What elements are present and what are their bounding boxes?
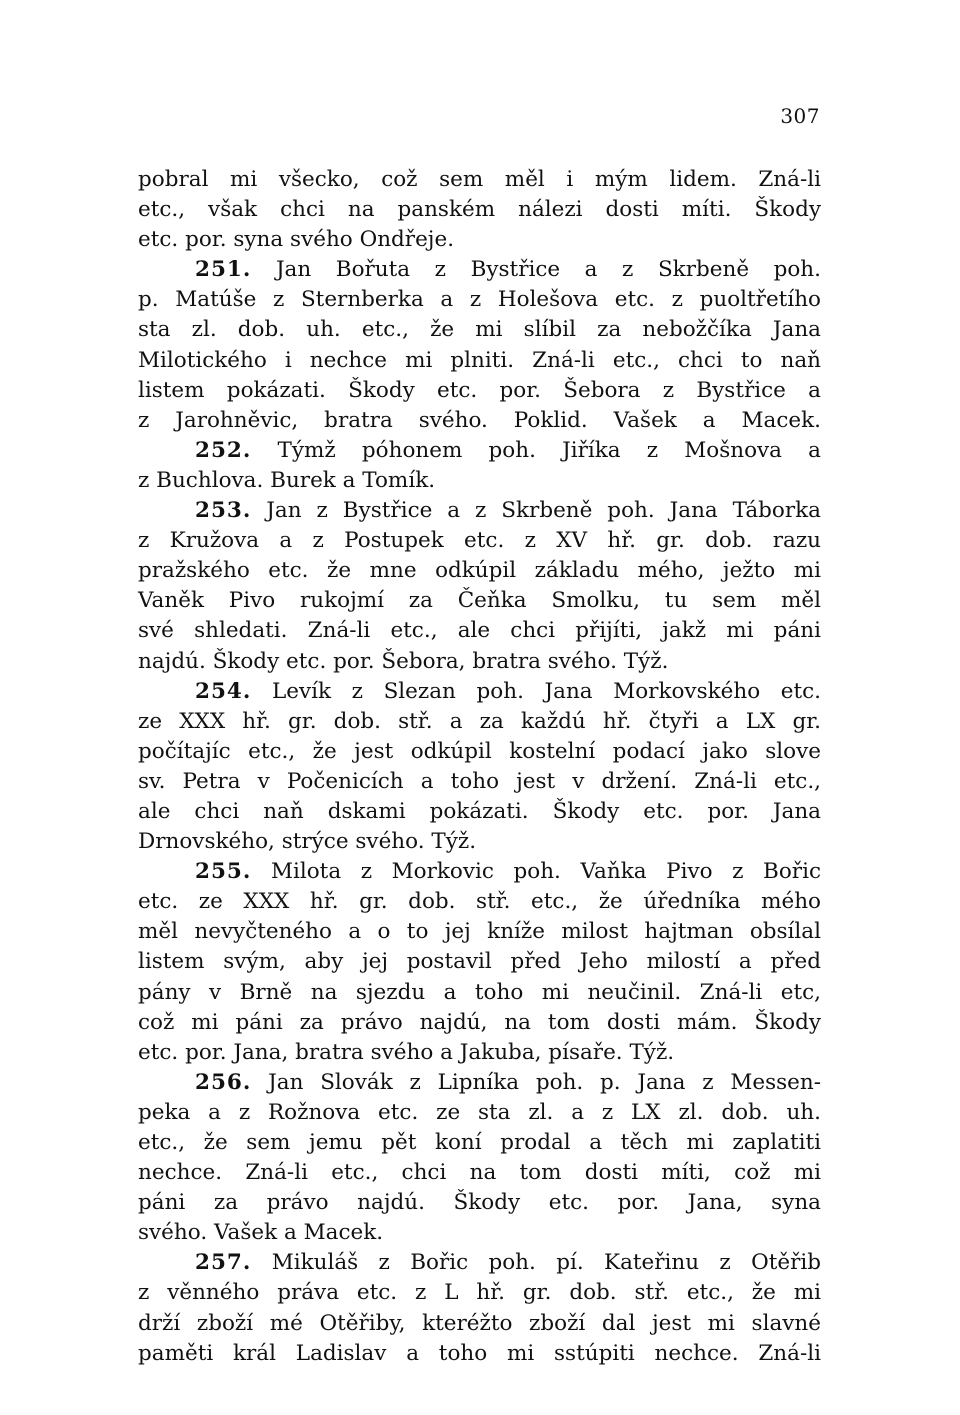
text-line [138,225,821,255]
text-line [138,737,821,767]
entry-number: 255. [195,859,252,885]
entry-number: 251. [195,257,252,283]
text-line [138,376,821,406]
line-text: své shledati. Zná-li etc., ale chci přijíti, jakž mi páni [138,618,821,644]
line-text: etc., že sem jemu pět koní prodal a těch mi zaplatiti [138,1130,821,1155]
line-text: etc., však chci na panském nálezi dosti míti. Škody [138,197,821,223]
text-line [138,1098,821,1128]
line-text: z věnného práva etc. z L hř. gr. dob. stř. etc., že mi [138,1280,821,1306]
line-text: páni za právo najdú. Škody etc. por. Jana, syna [138,1190,821,1216]
line-text: paměti král Ladislav a toho mi sstúpiti nechce. Zná-li [138,1340,821,1366]
line-text: ale chci naň dskami pokázati. Škody etc. por. Jana [138,798,821,824]
text-line [138,556,821,586]
line-text: p. Matúše z Sternberka a z Holešova etc. z puoltřetího [138,287,821,313]
text-line [138,165,821,195]
text-line [138,887,821,917]
line-text: počítajíc etc., že jest odkúpil kostelní podací jako slove [138,738,821,764]
line-text: etc. ze XXX hř. gr. dob. stř. etc., že úředníka mého [138,889,821,915]
text-line [138,406,821,436]
text-line [138,285,821,315]
text-line [138,1218,821,1248]
text-line [138,1188,821,1218]
text-line [138,978,821,1008]
entry-number: 254. [195,678,252,704]
text-line [138,647,821,677]
page-number: 307 [780,104,820,128]
entry-number: 256. [195,1069,252,1095]
line-text: Milotického i nechce mi plniti. Zná-li etc., chci to naň [138,347,821,373]
text-line [138,586,821,616]
entry-number: 252. [195,437,252,463]
body-text [138,165,821,1369]
line-text: pány v Brně na sjezdu a toho mi neučinil. Zná-li etc, [138,979,821,1005]
line-text: nechce. Zná-li etc., chci na tom dosti míti, což mi [138,1160,821,1186]
line-text: listem svým, aby jej postavil před Jeho milostí a před [138,949,821,975]
line-text: Drnovského, strýce svého. Týž. [138,829,477,855]
text-line [138,1339,821,1369]
entry-start-line [138,1248,821,1278]
line-text: z Jarohněvic, bratra svého. Poklid. Vašek a Macek. [138,407,821,433]
line-text: pražského etc. že mne odkúpil základu mého, ježto mi [138,558,821,584]
line-text: Milota z Morkovic poh. Vaňka Pivo z Bořic [251,859,821,885]
entry-start-line [138,1068,821,1098]
line-text: Mikuláš z Bořic poh. pí. Kateřinu z Otěřib [251,1250,821,1276]
entry-start-line [138,255,821,285]
text-line [138,707,821,737]
line-text: Jan Bořuta z Bystřice a z Skrbeně poh. [251,257,821,283]
entry-start-line [138,496,821,526]
text-line [138,1158,821,1188]
text-line [138,616,821,646]
text-line [138,1278,821,1308]
text-line [138,1128,821,1158]
line-text: etc. por. Jana, bratra svého a Jakuba, písaře. Týž. [138,1039,675,1065]
line-text: Týmž póhonem poh. Jiříka z Mošnova a [251,437,821,463]
entry-start-line [138,857,821,887]
line-text: Levík z Slezan poh. Jana Morkovského etc. [251,678,821,704]
text-line [138,797,821,827]
text-line [138,1038,821,1068]
text-line [138,767,821,797]
line-text: listem pokázati. Škody etc. por. Šebora z Bystřice a [138,377,821,403]
line-text: pobral mi všecko, což sem měl i mým lidem. Zná-li [138,167,821,192]
line-text: sv. Petra v Počenicích a toho jest v držení. Zná-li etc., [138,768,821,794]
line-text: sta zl. dob. uh. etc., že mi slíbil za nebožčíka Jana [138,317,821,343]
line-text: Vaněk Pivo rukojmí za Čeňka Smolku, tu sem měl [138,588,821,614]
text-line [138,947,821,977]
text-line [138,346,821,376]
text-line [138,315,821,345]
text-line [138,1309,821,1339]
line-text: Jan z Bystřice a z Skrbeně poh. Jana Táborka [251,498,821,524]
line-text: drží zboží mé Otěřiby, kteréžto zboží dal jest mi slavné [138,1310,821,1336]
text-line [138,195,821,225]
line-text: ze XXX hř. gr. dob. stř. a za každú hř. čtyři a LX gr. [138,708,821,734]
line-text: Jan Slovák z Lipníka poh. p. Jana z Messen- [251,1069,821,1095]
line-text: z Kružova a z Postupek etc. z XV hř. gr. dob. razu [138,528,821,554]
entry-start-line [138,436,821,466]
line-text: svého. Vašek a Macek. [138,1220,384,1246]
text-line [138,1008,821,1038]
text-line [138,827,821,857]
entry-start-line [138,677,821,707]
line-text: což mi páni za právo najdú, na tom dosti mám. Škody [138,1009,821,1035]
entry-number: 257. [195,1250,252,1276]
line-text: etc. por. syna svého Ondřeje. [138,227,455,253]
text-line [138,466,821,496]
text-line [138,526,821,556]
line-text: měl nevyčteného a o to jej kníže milost hajtman obsílal [138,919,821,945]
text-line [138,917,821,947]
line-text: najdú. Škody etc. por. Šebora, bratra svého. Týž. [138,648,669,674]
entry-number: 253. [195,498,252,524]
line-text: peka a z Rožnova etc. ze sta zl. a z LX zl. dob. uh. [138,1099,821,1125]
line-text: z Buchlova. Burek a Tomík. [138,467,436,493]
